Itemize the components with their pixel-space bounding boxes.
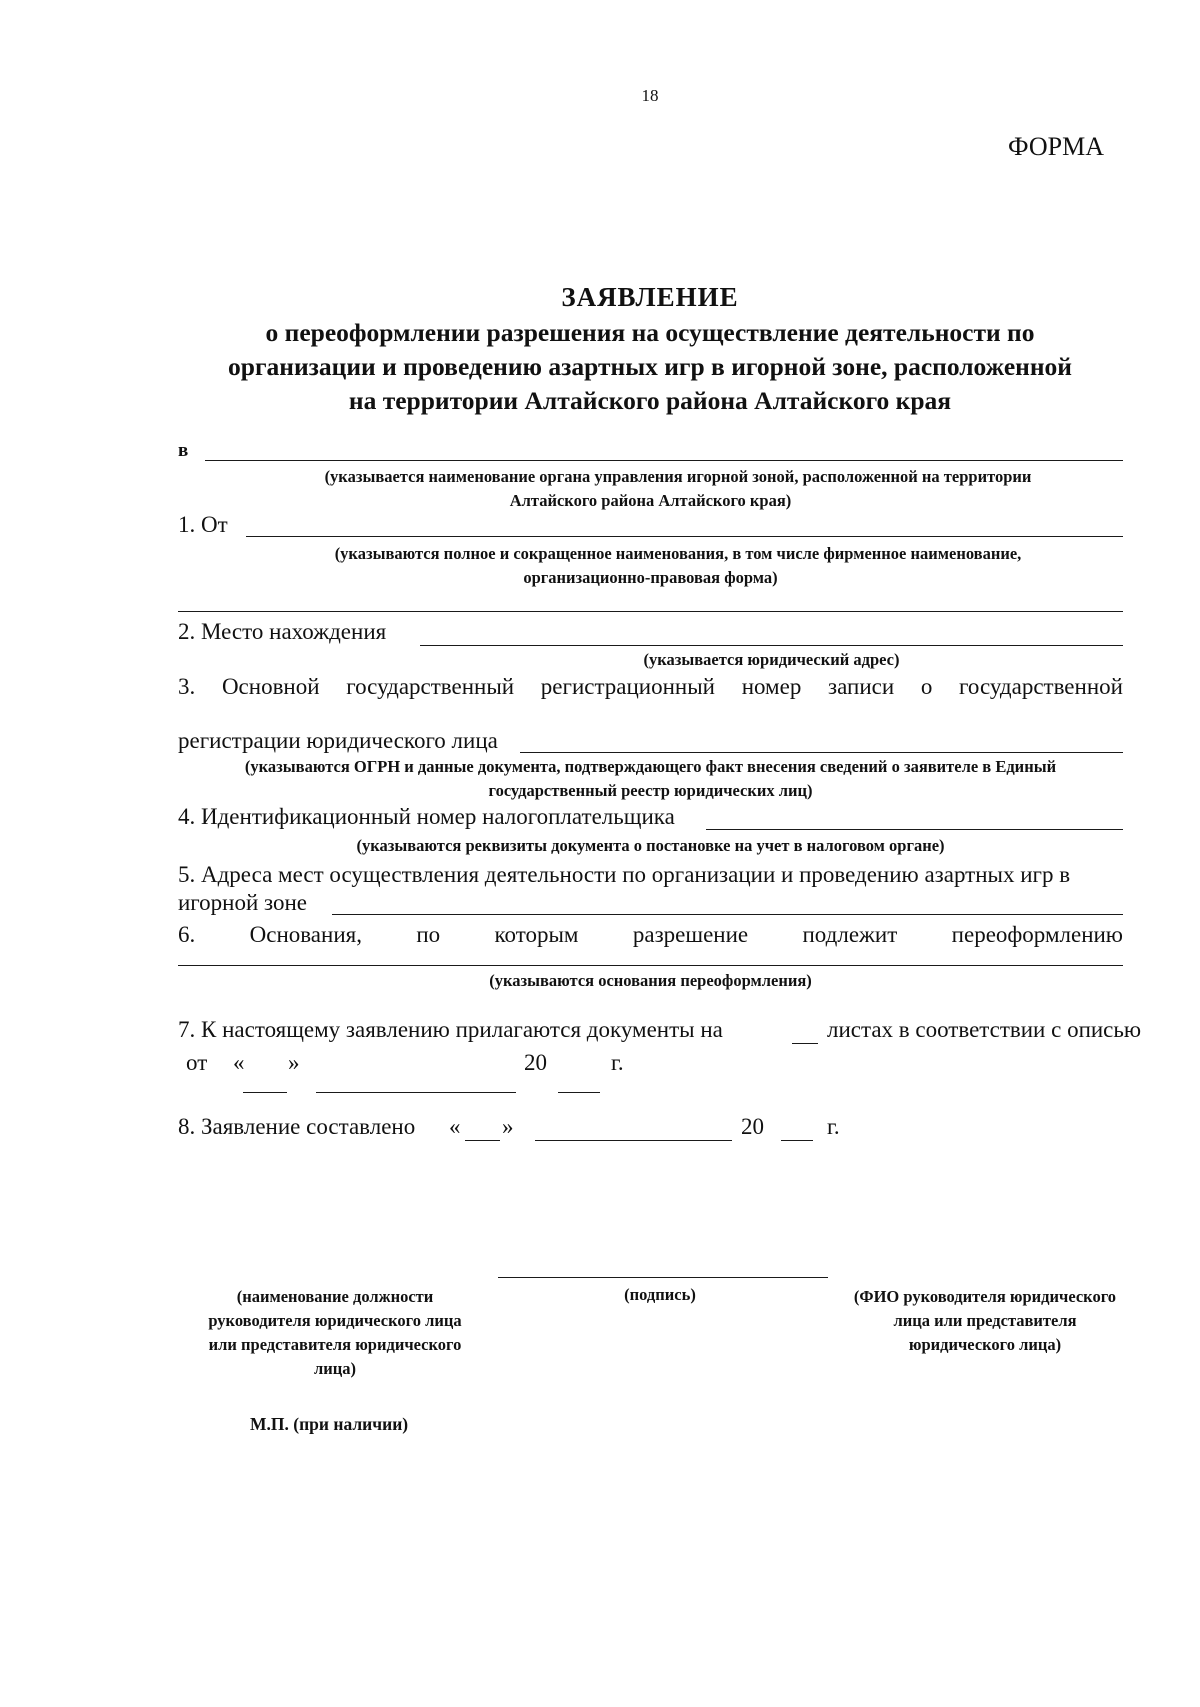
addressee-hint-line-1: (указывается наименование органа управления игорной зоной, расположенной на территории (324, 467, 1032, 486)
item-6-word: которым (494, 922, 579, 947)
item-6-word: разрешение (632, 922, 749, 947)
position-hint-line: руководителя юридического лица (208, 1311, 462, 1330)
item-8-year-suffix: г. (827, 1114, 840, 1139)
addressee-prefix: в (178, 440, 189, 461)
addressee-field[interactable] (205, 460, 1123, 461)
item-3-word: о (920, 674, 933, 699)
signature-hint: (подпись) (624, 1285, 696, 1304)
item-8-quote-open: « (449, 1114, 461, 1139)
item-3-line-2: регистрации юридического лица (178, 728, 498, 753)
application-year-field[interactable] (781, 1140, 813, 1141)
item-1-hint-line-2: организационно-правовая форма) (523, 568, 778, 587)
inventory-year-field[interactable] (558, 1092, 600, 1093)
inn-field[interactable] (706, 829, 1123, 830)
item-7-year-prefix: 20 (524, 1050, 547, 1075)
application-day-field[interactable] (465, 1140, 500, 1141)
position-hint-line: (наименование должности (236, 1287, 434, 1306)
item-7-quote-close: » (288, 1050, 300, 1075)
item-6-word: по (416, 922, 441, 947)
activity-addresses-field[interactable] (332, 914, 1123, 915)
item-3-hint-line-1: (указываются ОГРН и данные документа, подтверждающего факт внесения сведений о заявителе в Единый (244, 757, 1057, 776)
item-6-word: 6. (178, 922, 196, 947)
page-number: 18 (641, 86, 659, 105)
location-field[interactable] (420, 645, 1123, 646)
applicant-name-field-continuation[interactable] (178, 611, 1123, 612)
item-7-quote-open: « (233, 1050, 245, 1075)
item-3-word: государственный (346, 674, 515, 699)
addressee-hint-line-2: Алтайского района Алтайского края) (509, 491, 792, 510)
item-6-word: подлежит (802, 922, 898, 947)
inventory-day-field[interactable] (243, 1092, 287, 1093)
seal-note: М.П. (при наличии) (250, 1414, 409, 1434)
reissue-grounds-field[interactable] (178, 965, 1123, 966)
sheet-count-field[interactable] (792, 1043, 818, 1044)
inventory-month-field[interactable] (316, 1092, 516, 1093)
name-hint-line: (ФИО руководителя юридического (853, 1287, 1117, 1306)
document-subtitle-line-1: о переоформлении разрешения на осуществление деятельности по (265, 318, 1035, 347)
item-7-text-a: 7. К настоящему заявлению прилагаются документы на (178, 1017, 723, 1042)
form-label: ФОРМА (1008, 132, 1104, 161)
item-3-word: 3. (178, 674, 196, 699)
item-2-hint: (указывается юридический адрес) (643, 650, 900, 669)
ogrn-field[interactable] (520, 752, 1123, 753)
application-month-field[interactable] (535, 1140, 732, 1141)
applicant-name-field[interactable] (246, 536, 1123, 537)
item-4-label: 4. Идентификационный номер налогоплательщика (178, 804, 675, 829)
item-3-word: записи (828, 674, 895, 699)
item-3-word: Основной (221, 674, 320, 699)
item-3-word: номер (741, 674, 802, 699)
item-3-hint-line-2: государственный реестр юридических лиц) (488, 781, 813, 800)
name-hint-line: лица или представителя (893, 1311, 1077, 1330)
item-3-line-1 (178, 674, 1123, 700)
item-8-label: 8. Заявление составлено (178, 1114, 416, 1139)
item-1-label: 1. От (178, 512, 228, 537)
item-6-line-1 (178, 922, 1123, 948)
item-3-word: государственной (959, 674, 1123, 699)
item-8-year-prefix: 20 (741, 1114, 764, 1139)
position-hint-line: или представителя юридического (208, 1335, 462, 1354)
document-subtitle-line-3: на территории Алтайского района Алтайского края (348, 386, 952, 415)
item-6-hint: (указываются основания переоформления) (489, 971, 812, 990)
signature-field[interactable] (498, 1277, 828, 1278)
name-hint-line: юридического лица) (908, 1335, 1062, 1354)
item-7-from: от (186, 1050, 208, 1075)
position-hint (170, 1285, 500, 1381)
item-1-hint-line-1: (указываются полное и сокращенное наименования, в том числе фирменное наименование, (334, 544, 1022, 563)
item-7-year-suffix: г. (611, 1050, 624, 1075)
item-7-text-b: листах в соответствии с описью (827, 1017, 1142, 1042)
item-3-word: регистрационный (540, 674, 715, 699)
name-hint (830, 1285, 1140, 1357)
document-title: ЗАЯВЛЕНИЕ (561, 282, 739, 312)
item-6-word: Основания, (249, 922, 362, 947)
item-8-quote-close: » (502, 1114, 514, 1139)
position-hint-line: лица) (313, 1359, 356, 1378)
item-4-hint: (указываются реквизиты документа о постановке на учет в налоговом органе) (356, 836, 945, 855)
item-5-line-1: 5. Адреса мест осуществления деятельности по организации и проведению азартных игр в (178, 862, 1071, 887)
item-2-label: 2. Место нахождения (178, 619, 387, 644)
document-subtitle-line-2: организации и проведению азартных игр в игорной зоне, расположенной (228, 352, 1072, 381)
item-6-word: переоформлению (951, 922, 1123, 947)
item-5-line-2: игорной зоне (178, 890, 308, 915)
